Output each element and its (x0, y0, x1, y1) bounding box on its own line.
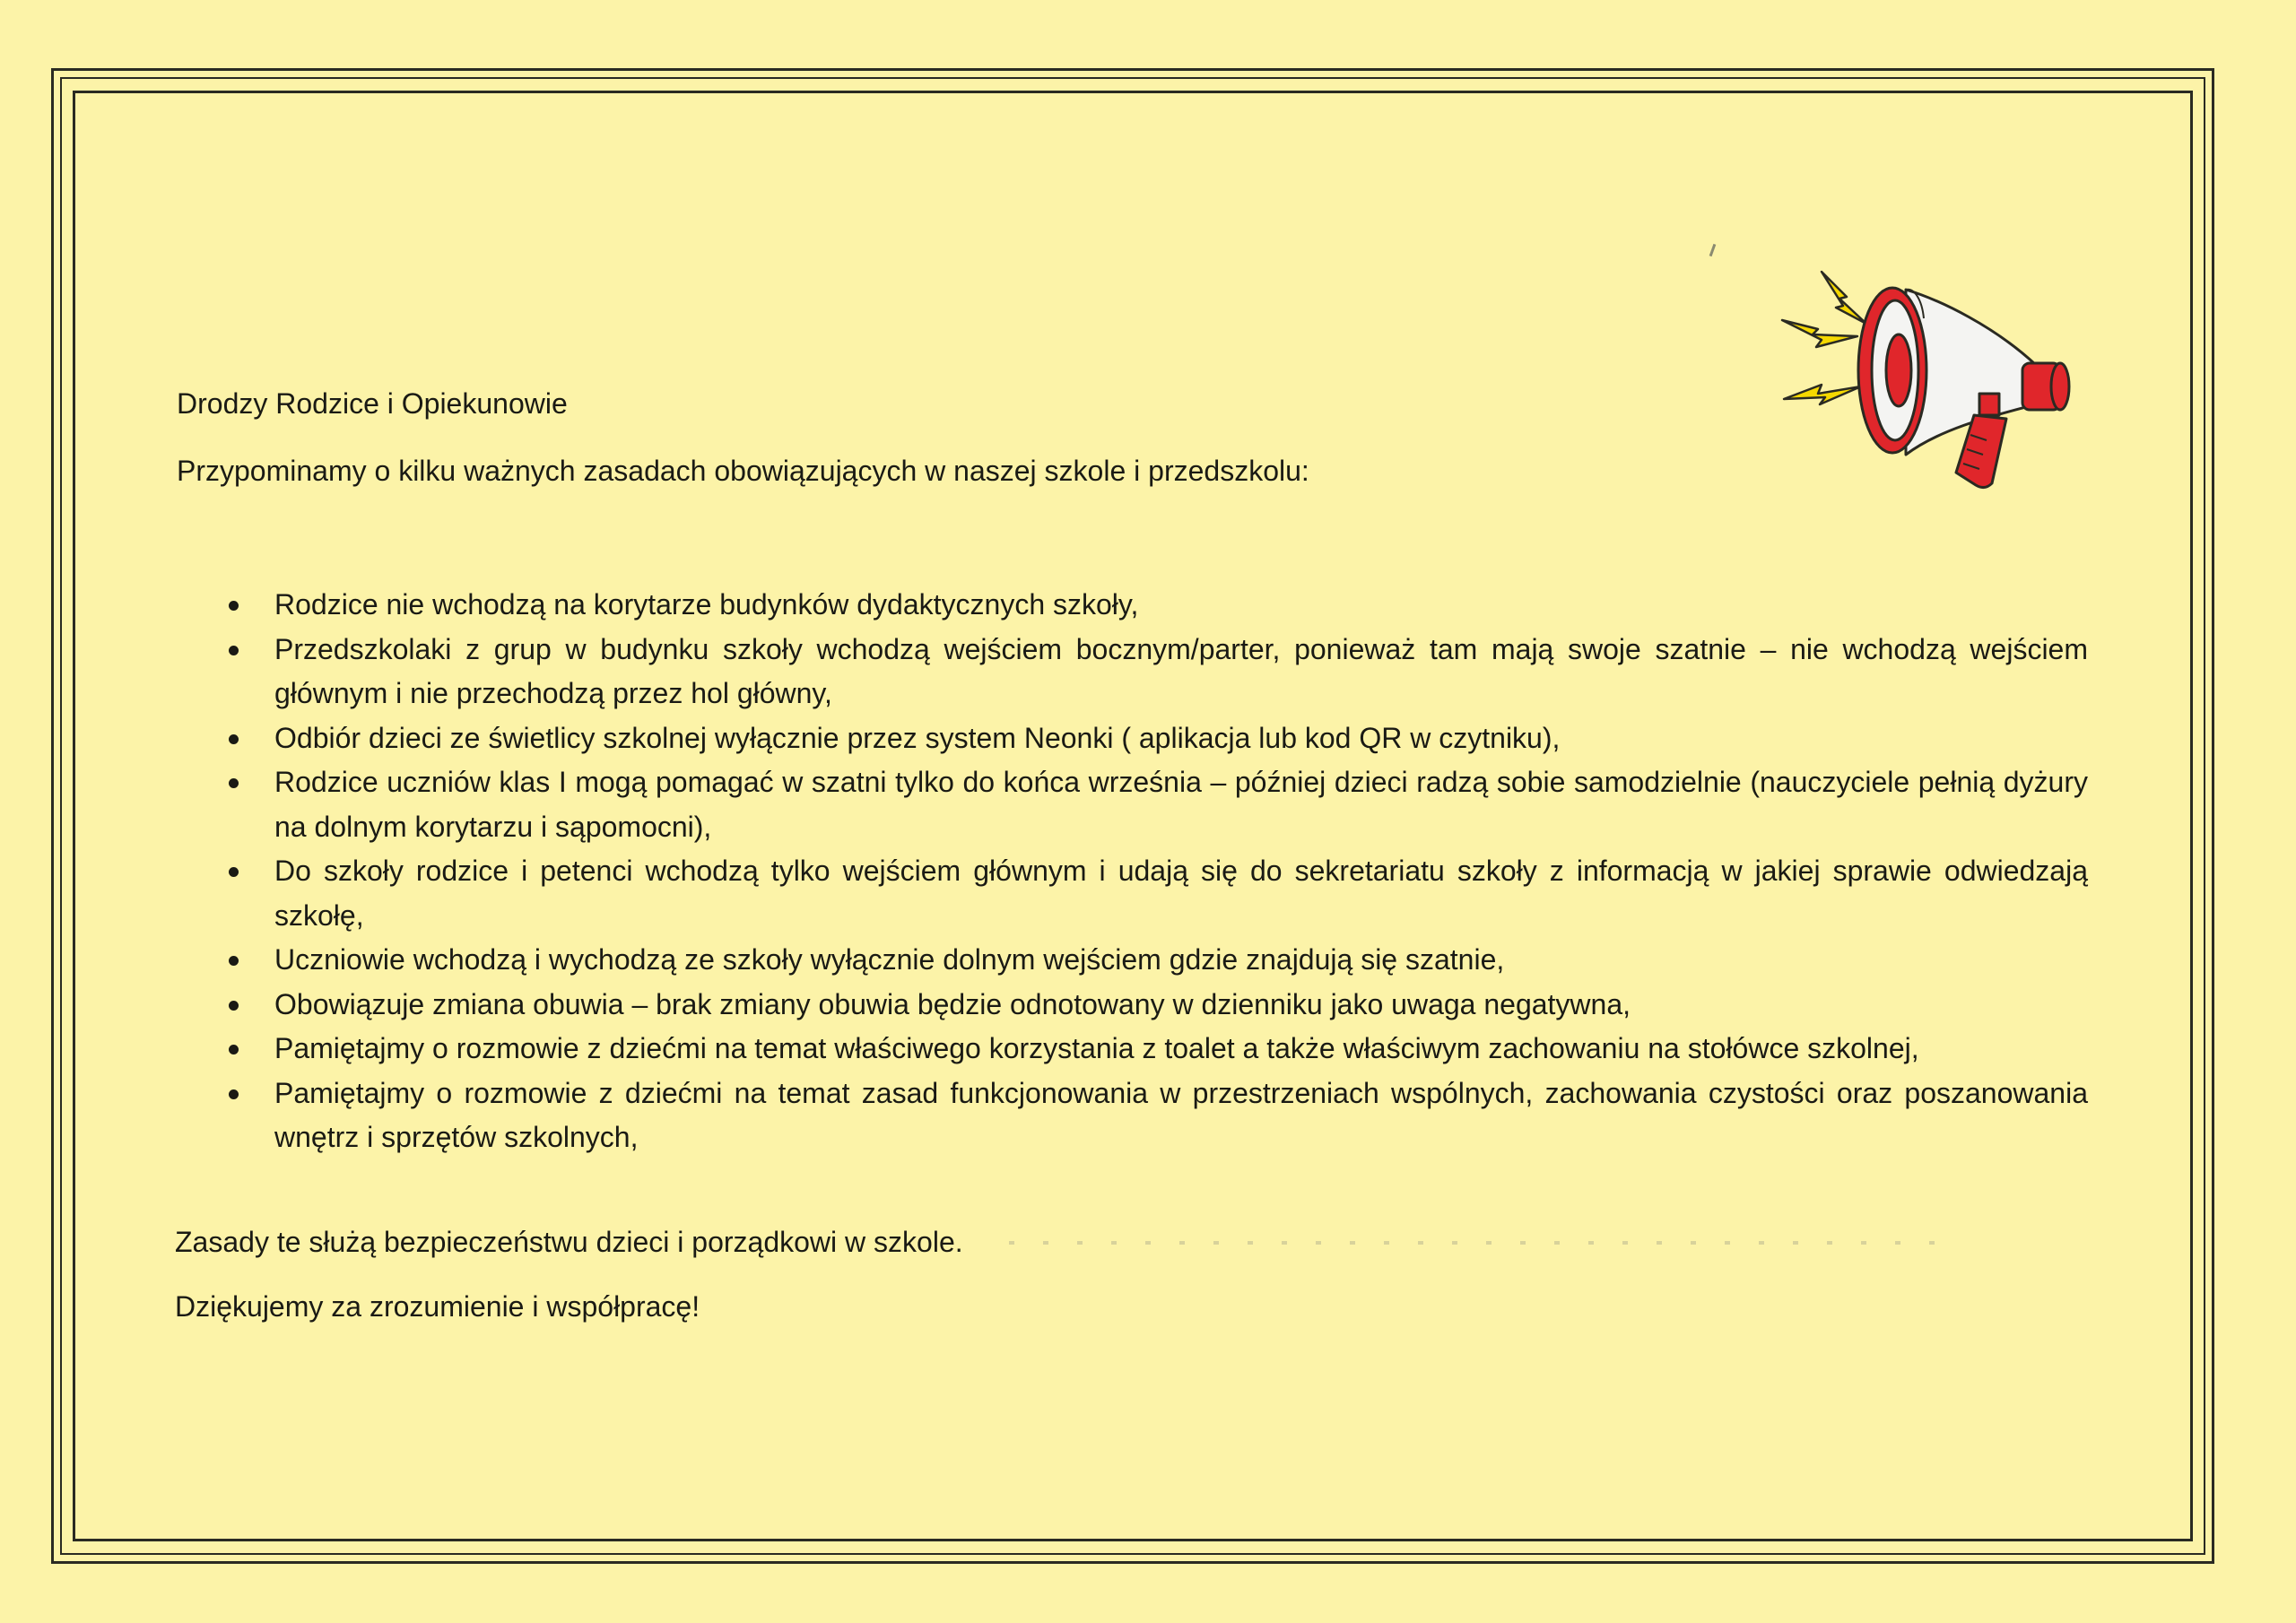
list-item (224, 983, 2088, 1028)
rule-text: Odbiór dzieci ze świetlicy szkolnej wyłącznie przez system Neonki ( aplikacja lub kod QR w czytniku), (274, 721, 1561, 754)
rule-text: Pamiętajmy o rozmowie z dziećmi na temat zasad funkcjonowania w przestrzeniach wspólnych, zachowania czystości oraz poszanowania wnętrz i sprzętów szkolnych, (274, 1076, 2088, 1153)
list-item (224, 583, 2088, 628)
lightning-bolt-icon (1782, 272, 1866, 404)
megaphone-body (1858, 288, 2069, 488)
list-item (224, 628, 2088, 716)
list-item (224, 716, 2088, 761)
rule-text: Uczniowie wchodzą i wychodzą ze szkoły wyłącznie dolnym wejściem gdzie znajdują się szatnie, (274, 943, 1505, 976)
rule-text: Do szkoły rodzice i petenci wchodzą tylko wejściem głównym i udają się do sekretariatu szkoły z informacją w jakiej sprawie odwiedzają szkołę, (274, 855, 2088, 932)
letter-intro: Przypominamy o kilku ważnych zasadach obowiązujących w naszej szkole i przedszkolu: (177, 455, 1309, 487)
rule-text: Obowiązuje zmiana obuwia – brak zmiany obuwia będzie odnotowany w dzienniku jako uwaga negatywna, (274, 987, 1631, 1020)
list-item (224, 938, 2088, 983)
list-item (224, 849, 2088, 938)
letter-greeting: Drodzy Rodzice i Opiekunowie (177, 387, 568, 420)
list-item (224, 1072, 2088, 1160)
list-item (224, 760, 2088, 849)
scan-artifact (1009, 1241, 1951, 1245)
rule-text: Rodzice uczniów klas I mogą pomagać w szatni tylko do końca września – później dzieci radzą sobie samodzielnie (nauczyciele pełnią dyżury na dolnym korytarzu i sąpomocni), (274, 766, 2088, 843)
letter-closing: Zasady te służą bezpieczeństwu dzieci i porządkowi w szkole. (175, 1226, 963, 1258)
rule-text: Rodzice nie wchodzą na korytarze budynków dydaktycznych szkoły, (274, 588, 1139, 621)
letter-thanks: Dziękujemy za zrozumienie i współpracę! (175, 1290, 700, 1323)
megaphone-icon (1771, 265, 2099, 493)
rule-text: Przedszkolaki z grup w budynku szkoły wchodzą wejściem bocznym/parter, ponieważ tam mają swoje szatnie – nie wchodzą wejściem głównym i nie przechodzą przez hol główny, (274, 632, 2088, 709)
rule-text: Pamiętajmy o rozmowie z dziećmi na temat właściwego korzystania z toalet a także właściwym zachowaniu na stołówce szkolnej, (274, 1032, 1919, 1064)
list-item (224, 1027, 2088, 1072)
rules-list (224, 583, 2088, 1160)
